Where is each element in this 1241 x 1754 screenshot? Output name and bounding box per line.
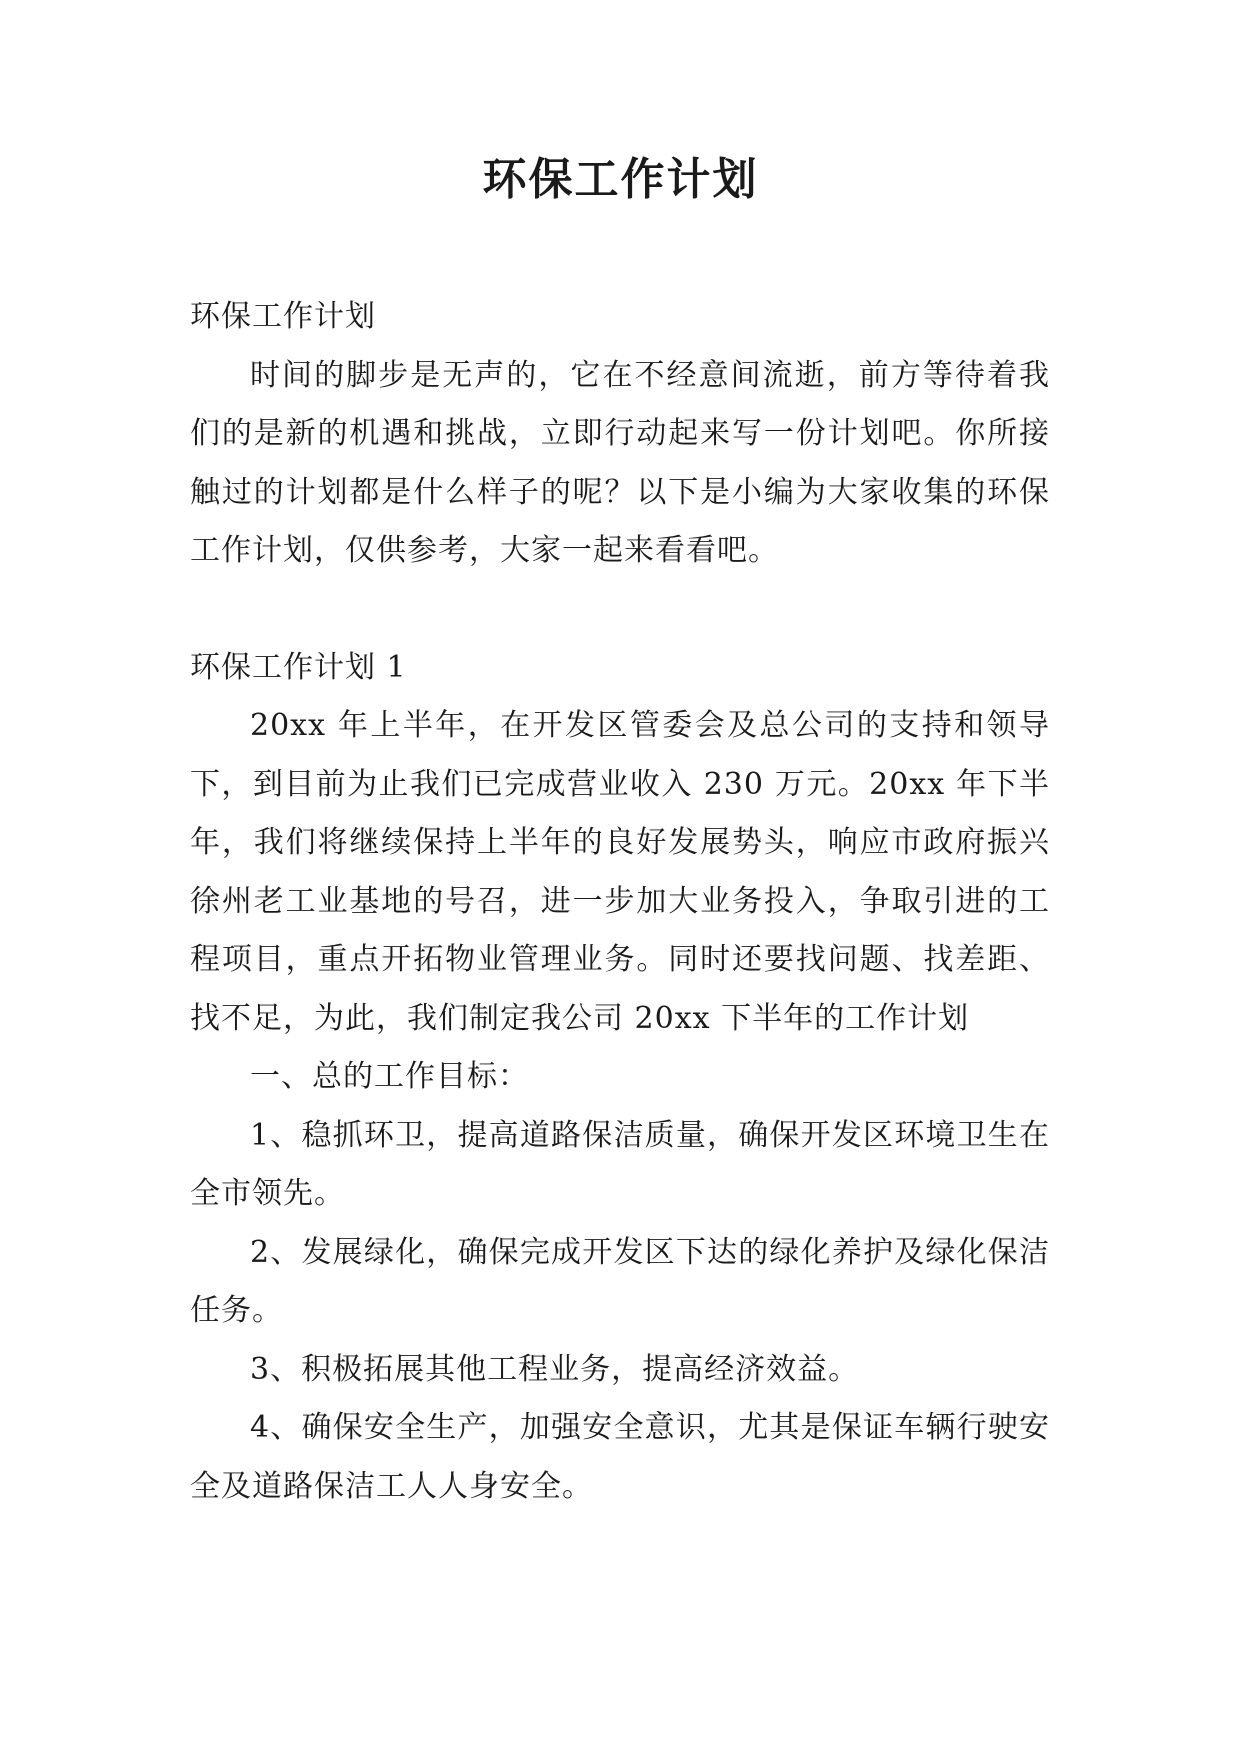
document-body [190,288,1050,1516]
goal-item-3: 3、积极拓展其他工程业务，提高经济效益。 [250,1351,860,1387]
document-subtitle: 环保工作计划 [190,299,376,334]
goal-item-1: 1、稳抓环卫，提高道路保洁质量，确保开发区环境卫生在全市领先。 [190,1117,1050,1211]
section-paragraph: 20xx 年上半年，在开发区管委会及总公司的支持和领导下，到目前为止我们已完成营业收入 230 万元。20xx 年下半年，我们将继续保持上半年的良好发展势头，响应市政府振兴徐州老工业基地的号召，进一步加大业务投入，争取引进的工程项目，重点开拓物业管理业务。同时还要找问题、找差距、找不足，为此，我们制定我公司 20xx 下半年的工作计划 [190,708,1050,1036]
goal-item-2: 2、发展绿化，确保完成开发区下达的绿化养护及绿化保洁任务。 [190,1234,1050,1328]
intro-paragraph: 时间的脚步是无声的，它在不经意间流逝，前方等待着我们的是新的机遇和挑战，立即行动起来写一份计划吧。你所接触过的计划都是什么样子的呢？以下是小编为大家收集的环保工作计划，仅供参考，大家一起来看看吧。 [190,357,1050,568]
document-title: 环保工作计划 [482,154,759,205]
section-heading: 环保工作计划 1 [190,649,407,685]
goal-item-4: 4、确保安全生产，加强安全意识，尤其是保证车辆行驶安全及道路保洁工人人身安全。 [190,1410,1050,1504]
goals-heading: 一、总的工作目标： [250,1059,529,1094]
paragraph-gap [190,581,1050,639]
